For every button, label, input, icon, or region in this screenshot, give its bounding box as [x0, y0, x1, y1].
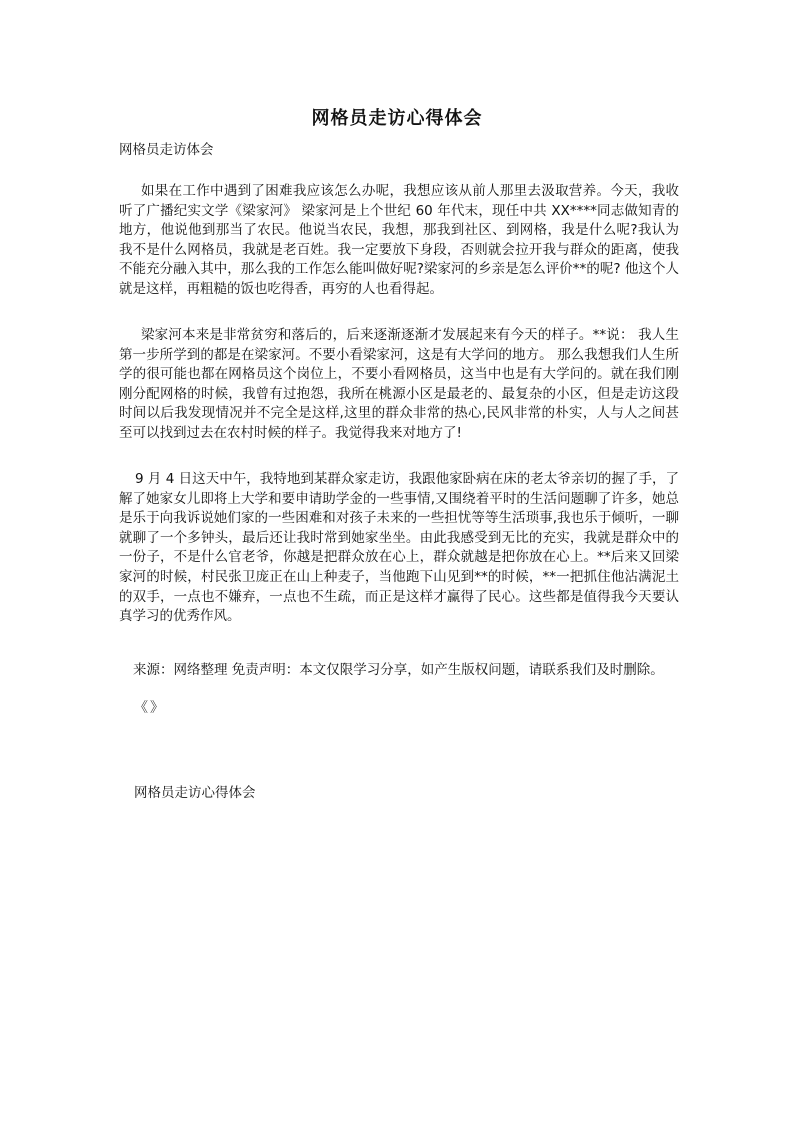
page-navigation	[134, 698, 166, 718]
prev-link[interactable]: 《	[134, 700, 150, 716]
paragraph-1: 如果在工作中遇到了困难我应该怎么办呢，我想应该从前人那里去汲取营养。今天，我收听了广播纪实文学《梁家河》 梁家河是上个世纪 60 年代末，现任中共 XX****同志做知青的地方，他说他到那当了农民。他说当农民，我想，那我到社区、到网格，我是什么呢?我认为我不是什么网格员，我就是老百姓。我一定要放下身段，否则就会拉开我与群众的距离，使我不能充分融入其中，那么我的工作怎么能叫做好呢?梁家河的乡亲是怎么评价**的呢? 他这个人就是这样，再粗糙的饭也吃得香，再穷的人也看得起。	[119, 183, 679, 297]
next-link[interactable]: 》	[150, 700, 166, 716]
paragraph-2: 梁家河本来是非常贫穷和落后的，后来逐渐逐渐才发展起来有今天的样子。**说： 我人生第一步所学到的都是在梁家河。不要小看梁家河，这是有大学问的地方。 那么我想我们人生所学的很可能也都在网格员这个岗位上，不要小看网格员，这当中也是有大学问的。就在我们刚刚分配网格的时候，我曾有过抱怨，我所在桃源小区是最老的、最复杂的小区，但是走访这段时间以后我发现情况并不完全是这样,这里的群众非常的热心,民风非常的朴实，人与人之间甚至可以找到过去在农村时候的样子。我觉得我来对地方了!	[119, 327, 679, 441]
document-title: 网格员走访心得体会	[311, 108, 483, 129]
source-disclaimer: 来源：网络整理 免责声明：本文仅限学习分享，如产生版权问题，请联系我们及时删除。	[133, 662, 664, 678]
paragraph-3: 9 月 4 日这天中午，我特地到某群众家走访，我跟他家卧病在床的老太爷亲切的握了手，了解了她家女儿即将上大学和要申请助学金的一些事情,又围绕着平时的生活问题聊了许多，她总是乐于向我诉说她们家的一些困难和对孩子未来的一些担忧等等生活琐事,我也乐于倾听，一聊就聊了一个多钟头，最后还让我时常到她家坐坐。由此我感受到无比的充实，我就是群众中的一份子，不是什么官老爷，你越是把群众放在心上，群众就越是把你放在心上。**后来又回梁家河的时候，村民张卫庞正在山上种麦子，当他跑下山见到**的时候，**一把抓住他沾满泥土的双手，一点也不嫌弃，一点也不生疏，而正是这样才赢得了民心。这些都是值得我今天要认真学习的优秀作风。	[119, 471, 679, 625]
document-subtitle: 网格员走访体会	[119, 142, 214, 158]
footer-title: 网格员走访心得体会	[134, 785, 256, 801]
